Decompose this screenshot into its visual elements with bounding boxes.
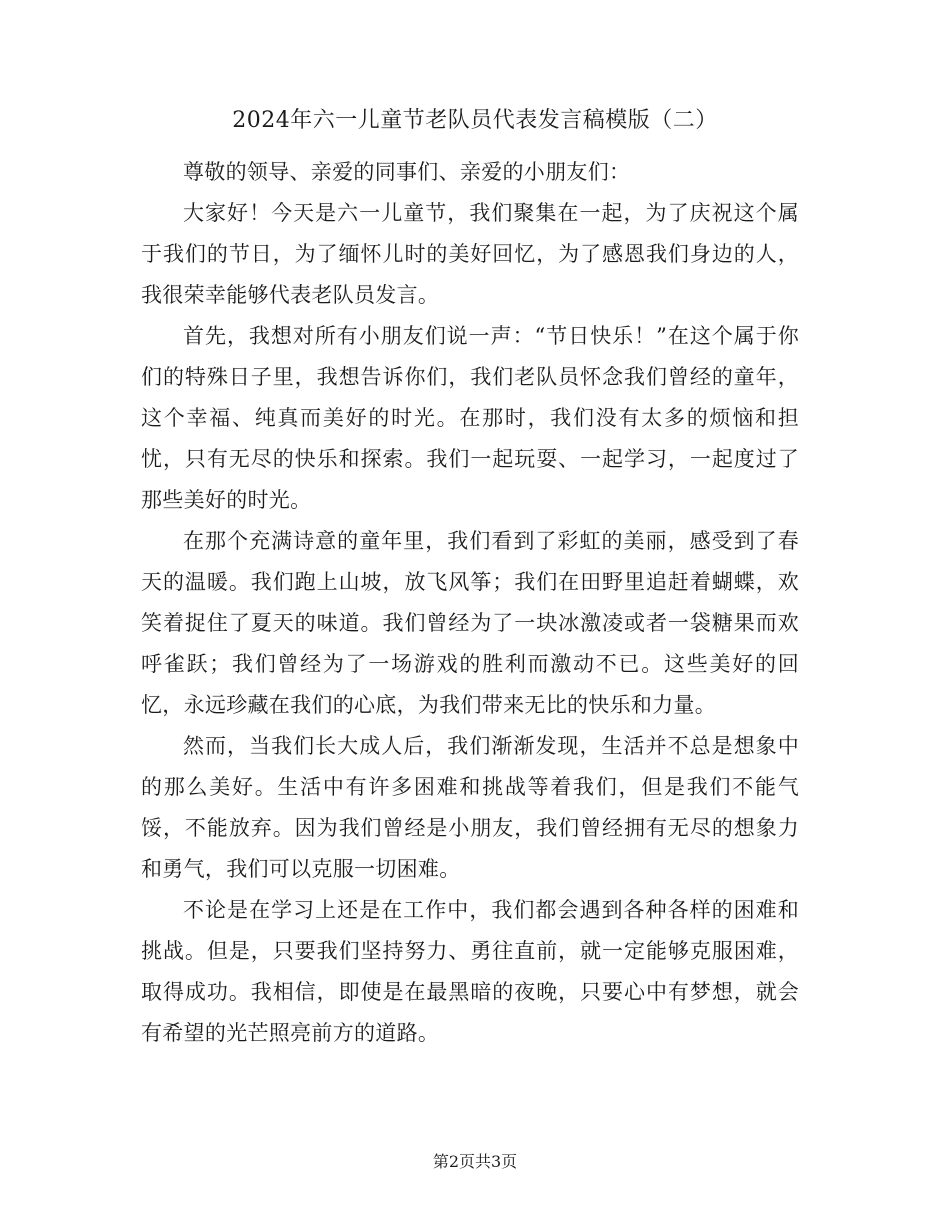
document-body xyxy=(141,152,799,1054)
body-paragraph: 首先，我想对所有小朋友们说一声：“节日快乐！”在这个属于你们的特殊日子里，我想告诉你们，我们老队员怀念我们曾经的童年，这个幸福、纯真而美好的时光。在那时，我们没有太多的烦恼和担忧，只有无尽的快乐和探索。我们一起玩耍、一起学习，一起度过了那些美好的时光。 xyxy=(141,324,799,512)
salutation-paragraph: 尊敬的领导、亲爱的同事们、亲爱的小朋友们： xyxy=(183,160,631,184)
body-paragraph: 然而，当我们长大成人后，我们渐渐发现，生活并不总是想象中的那么美好。生活中有许多困难和挑战等着我们，但是我们不能气馁，不能放弃。因为我们曾经是小朋友，我们曾经拥有无尽的想象力和勇气，我们可以克服一切困难。 xyxy=(141,734,799,881)
body-paragraph: 大家好！今天是六一儿童节，我们聚集在一起，为了庆祝这个属于我们的节日，为了缅怀儿时的美好回忆，为了感恩我们身边的人，我很荣幸能够代表老队员发言。 xyxy=(141,201,799,307)
body-paragraph: 在那个充满诗意的童年里，我们看到了彩虹的美丽，感受到了春天的温暖。我们跑上山坡，放飞风筝；我们在田野里追赶着蝴蝶，欢笑着捉住了夏天的味道。我们曾经为了一块冰激凌或者一袋糖果而欢呼雀跃；我们曾经为了一场游戏的胜利而激动不已。这些美好的回忆，永远珍藏在我们的心底，为我们带来无比的快乐和力量。 xyxy=(141,529,799,717)
document-title: 2024年六一儿童节老队员代表发言稿模版（二） xyxy=(232,108,718,133)
body-paragraph: 不论是在学习上还是在工作中，我们都会遇到各种各样的困难和挑战。但是，只要我们坚持努力、勇往直前，就一定能够克服困难，取得成功。我相信，即使是在最黑暗的夜晚，只要心中有梦想，就会有希望的光芒照亮前方的道路。 xyxy=(141,898,799,1045)
page-number-footer: 第2页共3页 xyxy=(432,1152,518,1171)
